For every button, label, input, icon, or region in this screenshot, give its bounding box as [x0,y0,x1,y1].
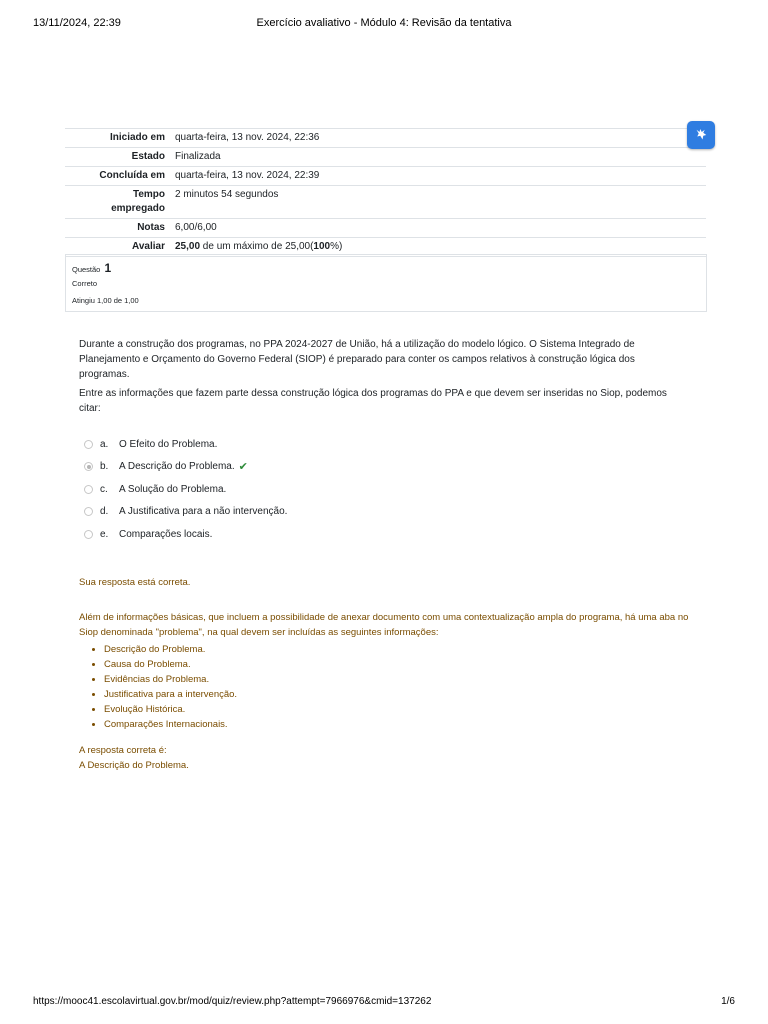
answer-text: A Solução do Problema. [119,483,227,495]
grade-percent: 100 [313,241,331,252]
grade-label: Avaliar [132,241,165,252]
answer-letter: b. [100,461,109,473]
question-state: Correto [72,279,98,288]
summary-row-time [65,186,706,219]
right-answer [79,743,689,773]
right-answer-value: A Descrição do Problema. [79,760,189,771]
question-grade: Atingiu 1,00 de 1,00 [72,296,139,305]
answer-letter: d. [100,506,109,518]
accessibility-button[interactable] [687,121,715,149]
specific-feedback: Sua resposta está correta. [79,577,191,588]
answer-letter: e. [100,528,109,540]
question-number [72,261,111,275]
completed-value: quarta-feira, 13 nov. 2024, 22:39 [175,170,320,181]
answer-options [84,433,287,546]
question-label: Questão [72,265,101,274]
print-url: https://mooc41.escolavirtual.gov.br/mod/quiz/review.php?attempt=7966976&cmid=137262 [33,996,432,1007]
feedback-list [79,642,689,732]
grade-mid: de um máximo de 25,00( [200,241,314,252]
marks-label: Notas [137,222,165,233]
answer-option-c[interactable] [84,478,287,501]
answer-option-d[interactable] [84,501,287,524]
feedback-list-item: • Justificativa para a intervenção. [104,687,689,702]
completed-label: Concluída em [99,170,165,181]
started-value: quarta-feira, 13 nov. 2024, 22:36 [175,132,320,143]
started-label: Iniciado em [109,132,165,143]
answer-letter: a. [100,438,109,450]
summary-row-marks [65,219,706,238]
radio-button[interactable] [84,530,93,539]
feedback-list-item: • Evolução Histórica. [104,702,689,717]
print-date: 13/11/2024, 22:39 [33,17,121,29]
state-value: Finalizada [175,151,221,162]
summary-row-completed [65,167,706,186]
answer-letter: c. [100,483,108,495]
time-value: 2 minutos 54 segundos [175,189,279,200]
answer-text: A Justificativa para a não intervenção. [119,506,288,518]
feedback-panel [79,575,689,773]
feedback-list-item: • Descrição do Problema. [104,642,689,657]
general-feedback: Além de informações básicas, que incluem a possibilidade de anexar documento com uma contextualização ampla do programa, há uma aba no Siop denominada "problema", na qual devem ser incluídas as seguintes informações: [79,612,689,638]
time-label-line2: empregado [111,203,165,214]
grade-end: %) [330,241,343,252]
answer-text: A Descrição do Problema. [119,461,235,473]
radio-button[interactable] [84,507,93,516]
feedback-list-item: • Evidências do Problema. [104,672,689,687]
print-page-title: Exercício avaliativo - Módulo 4: Revisão da tentativa [256,17,512,29]
answer-option-b[interactable] [84,456,287,479]
right-answer-label: A resposta correta é: [79,745,167,756]
radio-button[interactable] [84,485,93,494]
accessibility-icon [692,126,710,144]
time-label [65,186,171,219]
question-paragraph-1: Durante a construção dos programas, no PPA 2024-2027 de União, há a utilização do modelo lógico. O Sistema Integrado de Planejamento e Orçamento do Governo Federal (SIOP) é preparado para conter os campos relativos à construção lógica dos programas. [79,339,635,380]
state-label: Estado [131,151,165,162]
marks-value: 6,00/6,00 [175,222,217,233]
feedback-list-item: • Causa do Problema. [104,657,689,672]
attempt-summary-table [65,128,706,257]
answer-text: O Efeito do Problema. [119,438,218,450]
question-paragraph-2: Entre as informações que fazem parte dessa construção lógica dos programas do PPA e que devem ser inseridas no Siop, podemos citar: [79,388,667,414]
summary-row-state [65,148,706,167]
radio-button-selected[interactable] [84,462,93,471]
answer-option-a[interactable] [84,433,287,456]
summary-row-started [65,129,706,148]
grade-value: 25,00 [175,241,201,252]
question-info-panel [65,254,707,312]
correct-check-icon: ✔ [238,461,248,474]
answer-option-e[interactable] [84,523,287,546]
time-label-line1: Tempo [132,189,165,200]
print-page-number: 1/6 [721,996,735,1007]
answer-text: Comparações locais. [119,528,213,540]
radio-button[interactable] [84,440,93,449]
feedback-list-item: • Comparações Internacionais. [104,717,689,732]
question-number-value: 1 [104,261,112,275]
question-text [79,337,679,420]
